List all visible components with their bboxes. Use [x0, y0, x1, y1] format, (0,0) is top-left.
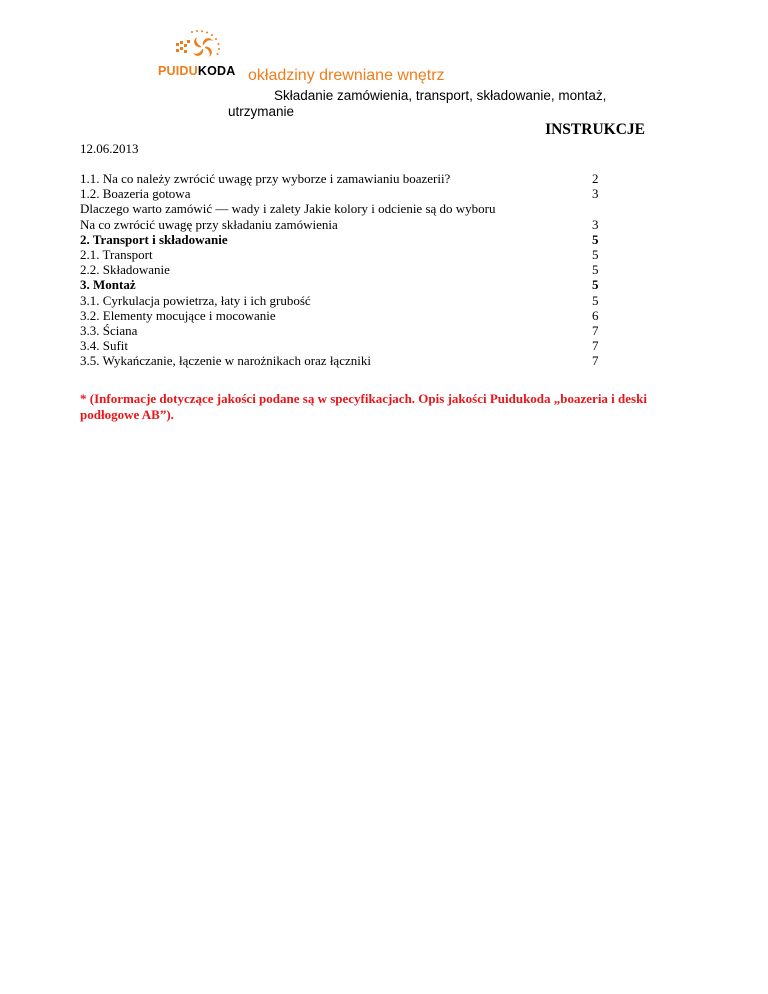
toc-entry-page: 5 — [592, 246, 599, 262]
toc-entry — [80, 217, 610, 232]
toc-entry-label: 3.5. Wykańczanie, łączenie w narożnikach oraz łączniki — [80, 353, 371, 369]
toc-entry — [80, 338, 610, 353]
document-heading: INSTRUKCJE — [545, 121, 645, 138]
header-subtitle: Składanie zamówienia, transport, składowanie, montaż, utrzymanie — [228, 88, 607, 119]
toc-entry — [80, 323, 610, 338]
toc-entry — [80, 277, 610, 292]
toc-entry-page: 5 — [592, 231, 599, 247]
quality-note: * (Informacje dotyczące jakości podane są w specyfikacjach. Opis jakości Puidukoda „boazeria i deski podłogowe AB”). — [80, 391, 647, 422]
toc-entry — [80, 247, 610, 262]
toc-entry — [80, 171, 610, 186]
toc-entry — [80, 262, 610, 277]
toc-entry-label: 1.2. Boazeria gotowa — [80, 186, 191, 202]
toc-entry-label: Dlaczego warto zamówić — wady i zalety Jakie kolory i odcienie są do wyboru — [80, 201, 496, 217]
toc-entry-label: 2. Transport i składowanie — [80, 231, 228, 247]
toc-entry-label: 2.1. Transport — [80, 246, 153, 262]
toc-entry-page: 2 — [592, 171, 599, 186]
company-logo — [152, 28, 248, 84]
toc-entry-page: 5 — [592, 277, 599, 293]
header-title: okładziny drewniane wnętrz — [248, 67, 445, 84]
toc-entry — [80, 232, 610, 247]
logo-wordmark-part-b: KODA — [197, 64, 236, 78]
toc-entry-label: 3.4. Sufit — [80, 338, 129, 354]
toc-entry-label: 3.1. Cyrkulacja powietrza, łaty i ich grubość — [80, 292, 311, 308]
toc-entry-page: 5 — [592, 292, 599, 308]
toc-entry — [80, 201, 610, 216]
toc-entry — [80, 293, 610, 308]
toc-entry — [80, 353, 610, 368]
toc-entry-page: 6 — [592, 307, 599, 323]
toc-entry-page: 5 — [592, 262, 599, 278]
toc-entry-label: Na co zwrócić uwagę przy składaniu zamówienia — [80, 216, 338, 232]
toc-entry-label: 3. Montaż — [80, 277, 136, 293]
toc-entry-page: 3 — [592, 216, 599, 232]
puidukoda-swirl-logo-icon — [172, 28, 224, 64]
toc-entry-label: 3.3. Ściana — [80, 322, 138, 338]
toc-entry-page: 7 — [592, 322, 599, 338]
toc-entry-label: 2.2. Składowanie — [80, 262, 170, 278]
toc-entry-page: 7 — [592, 338, 599, 354]
toc-entry-page: 3 — [592, 186, 599, 202]
toc-entry-label: 1.1. Na co należy zwrócić uwagę przy wyborze i zamawianiu boazerii? — [80, 171, 451, 186]
toc-entry — [80, 308, 610, 323]
toc-entry-label: 3.2. Elementy mocujące i mocowanie — [80, 307, 276, 323]
logo-wordmark — [158, 64, 236, 78]
toc-entry — [80, 186, 610, 201]
logo-wordmark-part-a: PUIDU — [158, 64, 198, 78]
document-date: 12.06.2013 — [80, 141, 139, 156]
toc-entry-page: 7 — [592, 353, 599, 369]
table-of-contents — [80, 171, 610, 368]
